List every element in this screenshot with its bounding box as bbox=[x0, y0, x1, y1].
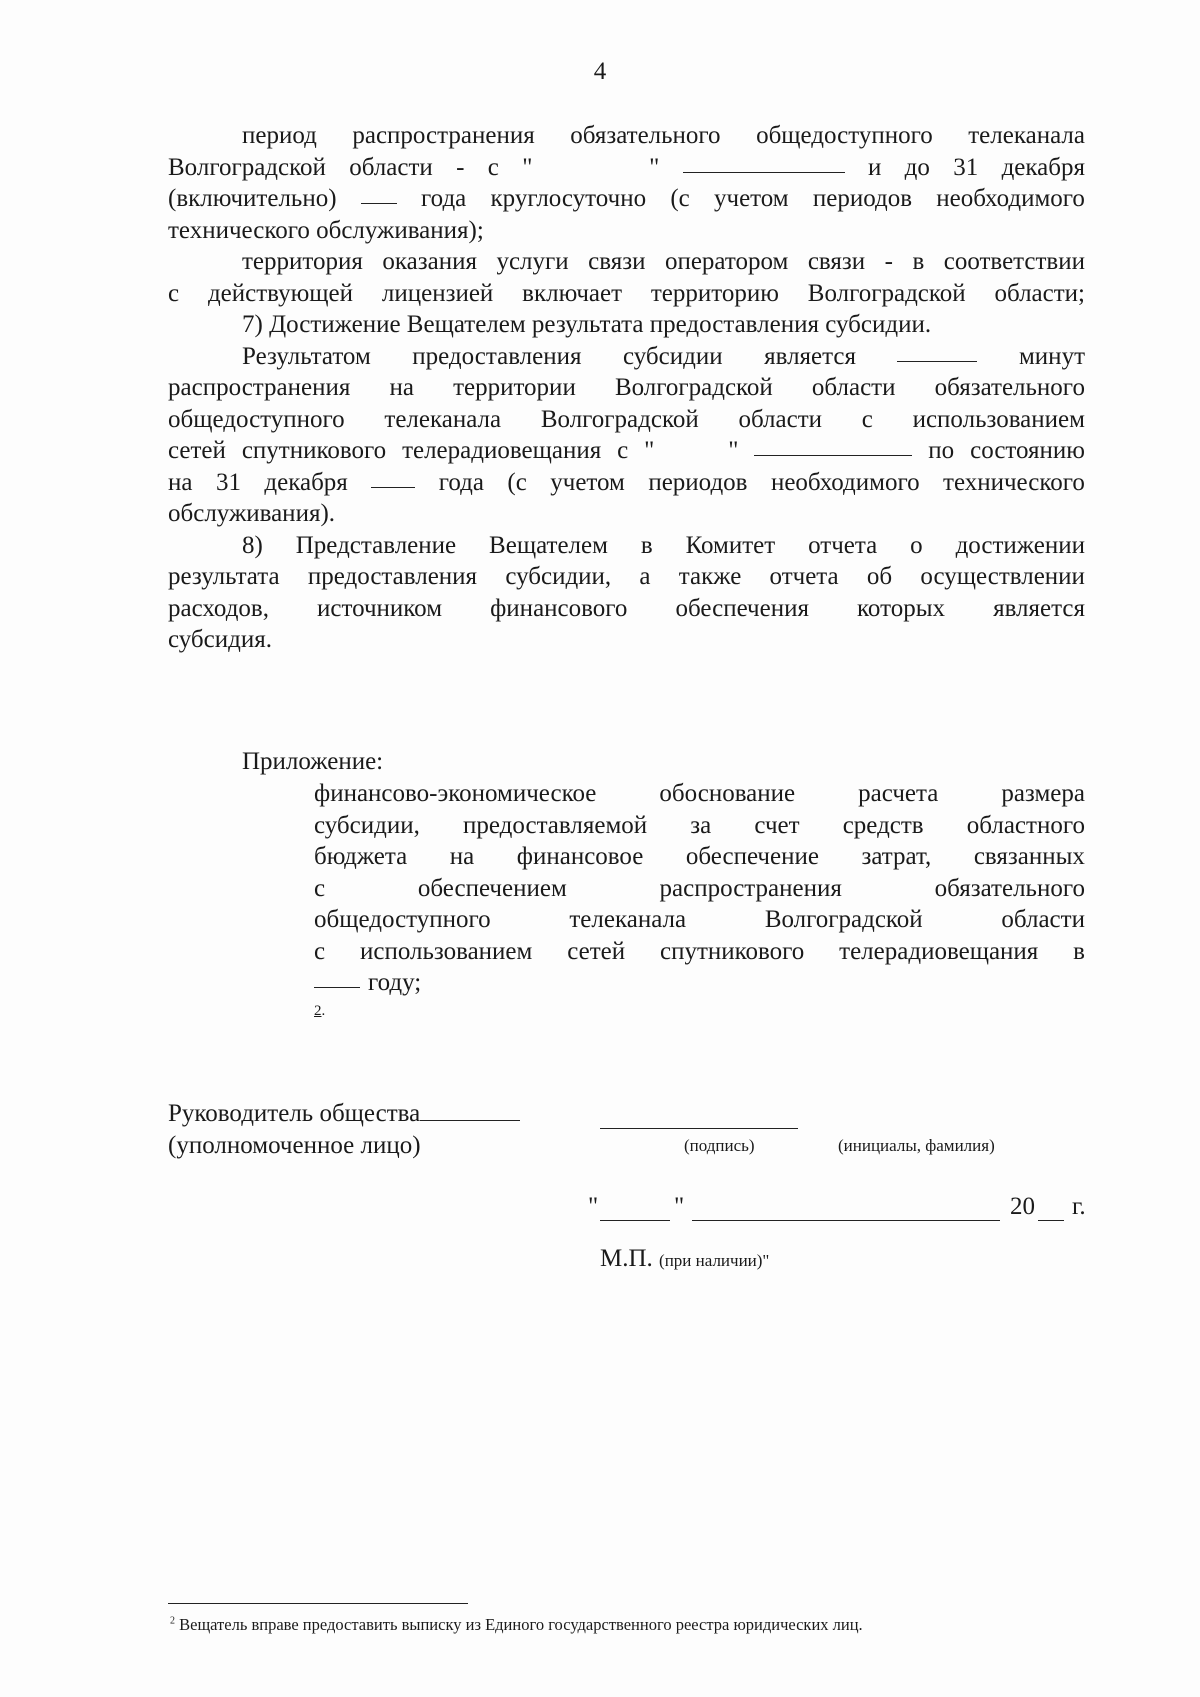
signature-blank bbox=[420, 1100, 520, 1121]
signature-caption: (подпись) bbox=[684, 1136, 755, 1155]
name-blank bbox=[600, 1108, 798, 1129]
footnote: $^2$ Вещатель вправе предоставить выписку из Единого государственного реестра юридических лиц. bbox=[170, 1615, 863, 1634]
item-7-heading: 7) Достижение Вещателем результата предоставления субсидии. bbox=[242, 311, 932, 338]
year-prefix: 20 bbox=[1010, 1193, 1035, 1220]
name-caption: (инициалы, фамилия) bbox=[838, 1136, 995, 1155]
year-blank bbox=[361, 183, 397, 204]
year-blank bbox=[371, 467, 415, 488]
text-line: Волгоградской области - с " " и до 31 декабря bbox=[168, 153, 1085, 181]
date-quote-open: " bbox=[588, 1193, 599, 1220]
appendix-label: Приложение: bbox=[242, 748, 384, 775]
page-number: 4 bbox=[593, 58, 607, 85]
day-blank bbox=[600, 1200, 670, 1221]
date-blank bbox=[754, 435, 912, 456]
year-blank bbox=[1038, 1200, 1064, 1221]
date-quote-close: " bbox=[674, 1193, 685, 1220]
text-line: распространения на территории Волгоградской области обязательного bbox=[168, 374, 1085, 401]
text-line: (включительно) года круглосуточно (с учетом периодов необходимого bbox=[168, 185, 1085, 212]
text-line: на 31 декабря года (с учетом периодов необходимого технического bbox=[168, 468, 1085, 496]
month-blank bbox=[692, 1200, 1000, 1221]
appendix-description: финансово-экономическое обоснование расчета размера субсидии, предоставляемой за счет средств областного бюджета на финансовое обеспечение затрат, связанных с обеспечением распространения обязательного общедоступного телеканала Волгоградской области с использованием сетей спутникового телерадиовещания в году; 2. bbox=[314, 780, 1085, 1019]
signature-block bbox=[168, 1098, 520, 1162]
head-title: Руководитель общества bbox=[168, 1100, 421, 1127]
text-line: Результатом предоставления субсидии является минут bbox=[242, 342, 1085, 370]
text-line: территория оказания услуги связи оператором связи - в соответствии bbox=[242, 248, 1085, 275]
text-line: общедоступного телеканала Волгоградской области с использованием bbox=[168, 405, 1085, 433]
paragraph-broadcast-period bbox=[168, 120, 1085, 656]
stamp-place: М.П. (при наличии)" bbox=[600, 1245, 770, 1272]
footnote-reference: 2 bbox=[314, 1002, 322, 1019]
text-line bbox=[168, 309, 1085, 341]
year-suffix: г. bbox=[1072, 1193, 1086, 1220]
text-line: расходов, источником финансового обеспечения которых является bbox=[168, 594, 1085, 622]
head-subtitle: (уполномоченное лицо) bbox=[168, 1132, 421, 1159]
text-line: технического обслуживания); bbox=[168, 216, 484, 244]
text-line: результата предоставления субсидии, а также отчета об осуществлении bbox=[168, 563, 1085, 590]
text-line: субсидия. bbox=[168, 626, 272, 653]
minutes-blank bbox=[897, 341, 977, 362]
year-blank bbox=[314, 967, 360, 988]
text-line: с действующей лицензией включает территорию Волгоградской области; bbox=[168, 279, 1085, 307]
text-line: обслуживания). bbox=[168, 500, 336, 527]
text-line: 8) Представление Вещателем в Комитет отчета о достижении bbox=[242, 531, 1085, 559]
text-line: период распространения обязательного общедоступного телеканала bbox=[242, 122, 1085, 149]
text-line: сетей спутникового телерадиовещания с " " по состоянию bbox=[168, 437, 1085, 464]
footnote-divider bbox=[168, 1603, 468, 1604]
date-blank bbox=[683, 152, 845, 173]
